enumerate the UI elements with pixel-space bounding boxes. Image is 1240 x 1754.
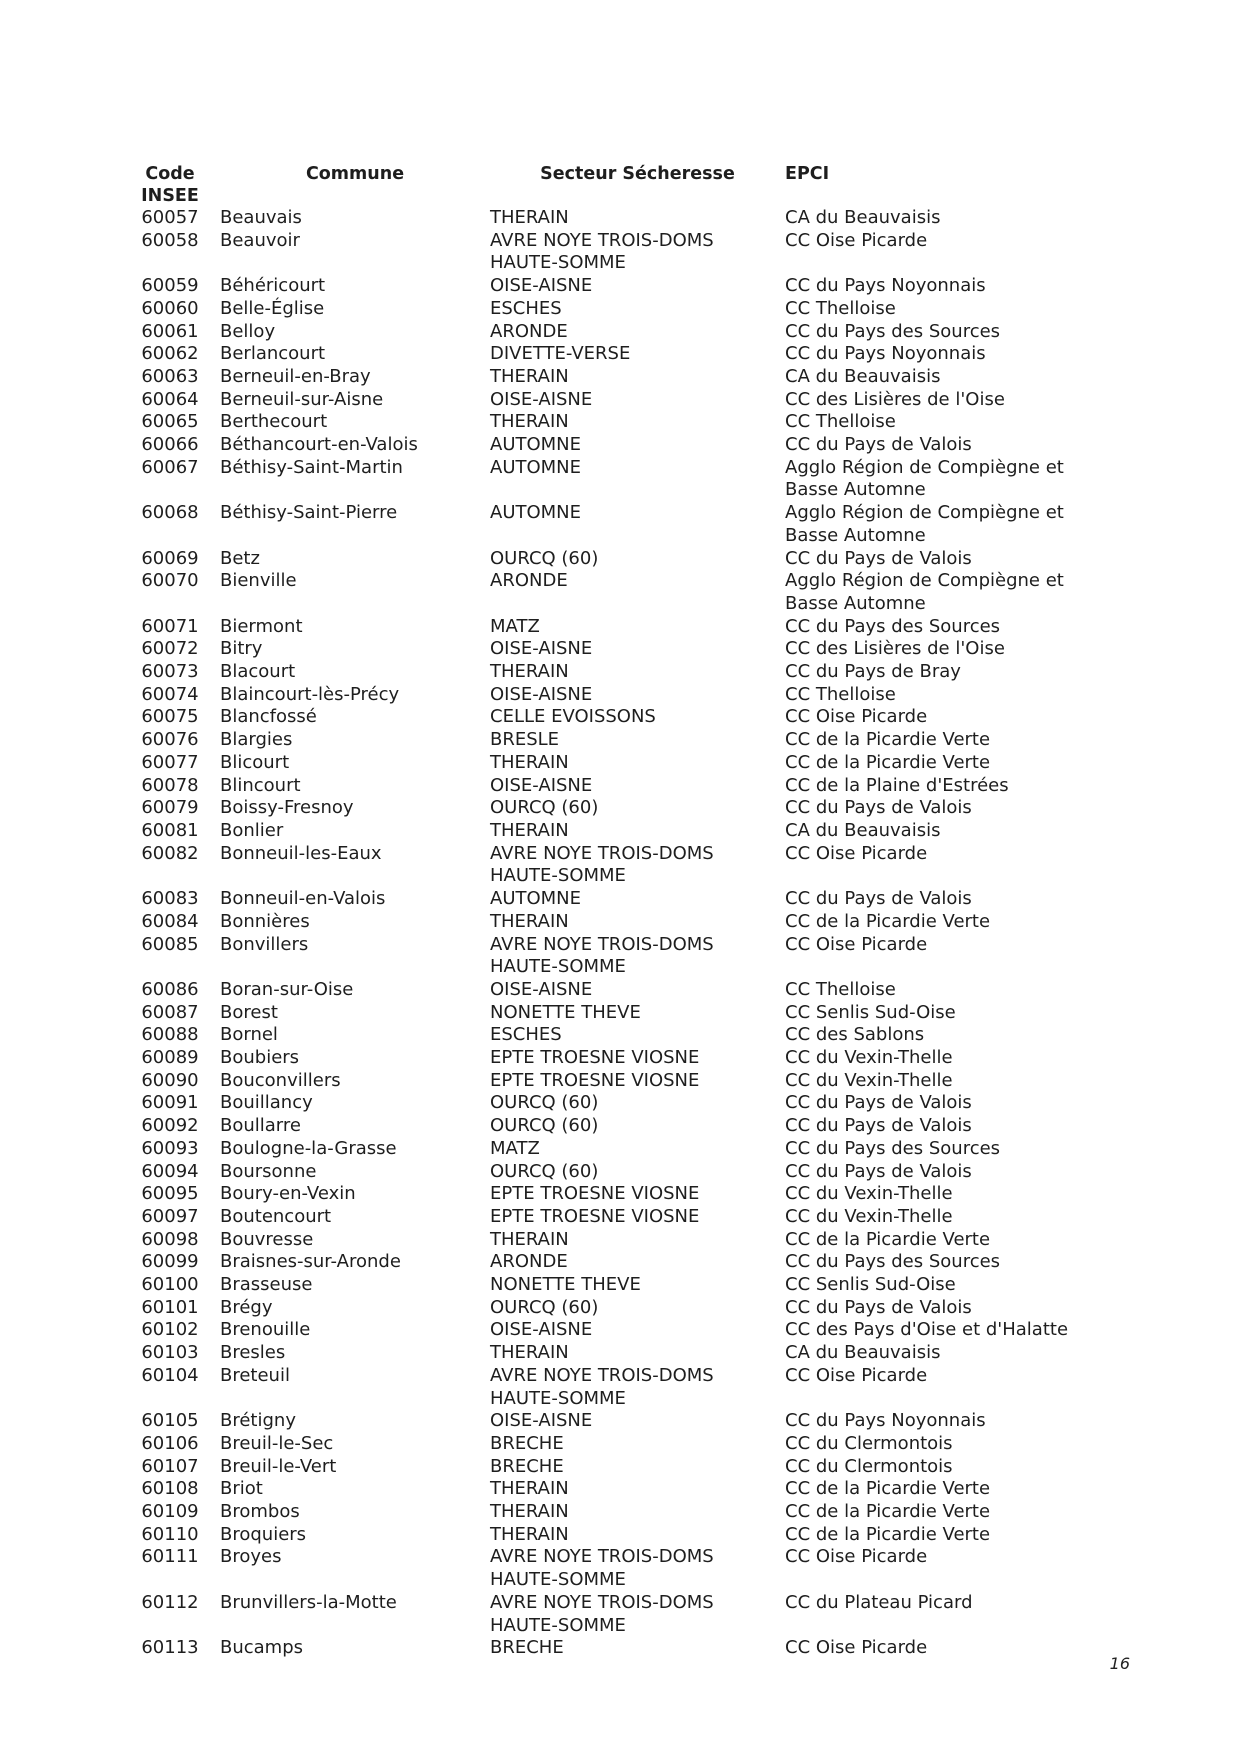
commune-cell: Boulogne-la-Grasse	[220, 1137, 397, 1159]
table-row	[120, 752, 1120, 775]
secteur-cell: OISE-AISNE	[490, 1319, 593, 1341]
header-commune: Commune	[305, 164, 405, 184]
commune-cell: Breteuil	[220, 1364, 290, 1386]
commune-cell: Blancfossé	[220, 706, 317, 728]
secteur-cell: THERAIN	[490, 365, 569, 387]
code-cell: 60103	[141, 1342, 199, 1364]
table-row	[120, 1024, 1120, 1047]
commune-cell: Biermont	[220, 615, 303, 637]
commune-cell: Bonvillers	[220, 933, 309, 955]
table-row	[120, 434, 1120, 457]
epci-cell: CC Senlis Sud-Oise	[785, 1001, 956, 1023]
secteur-cell: THERAIN	[490, 207, 569, 228]
commune-cell: Berthecourt	[220, 411, 328, 433]
commune-cell: Blargies	[220, 729, 293, 751]
table-row	[120, 775, 1120, 798]
code-cell: 60093	[141, 1137, 199, 1159]
header-row	[120, 163, 1120, 207]
table-row	[120, 1297, 1120, 1320]
header-secteur-secheresse: Secteur Sécheresse	[540, 164, 735, 184]
table-row	[120, 411, 1120, 434]
epci-cell: CC du Pays de Valois	[785, 1296, 972, 1318]
secteur-cell: THERAIN	[490, 1342, 569, 1364]
secteur-cell: OISE-AISNE	[490, 1410, 593, 1432]
epci-cell: CC Thelloise	[785, 978, 896, 1000]
table-row	[120, 1274, 1120, 1297]
commune-cell: Beauvais	[220, 207, 302, 228]
code-cell: 60082	[141, 842, 199, 864]
table-row	[120, 1047, 1120, 1070]
code-cell: 60113	[141, 1637, 199, 1659]
code-cell: 60069	[141, 547, 199, 569]
secteur-cell: OURCQ (60)	[490, 1092, 599, 1114]
code-cell: 60106	[141, 1432, 199, 1454]
code-cell: 60107	[141, 1455, 199, 1477]
code-cell: 60104	[141, 1364, 199, 1386]
commune-cell: Boury-en-Vexin	[220, 1183, 356, 1205]
table-row	[120, 1319, 1120, 1342]
commune-cell: Blincourt	[220, 774, 301, 796]
code-cell: 60060	[141, 297, 199, 319]
secteur-cell: OURCQ (60)	[490, 1115, 599, 1137]
table-row	[120, 321, 1120, 344]
commune-cell: Boullarre	[220, 1115, 301, 1137]
epci-cell: CA du Beauvaisis	[785, 1342, 941, 1364]
commune-cell: Béthisy-Saint-Martin	[220, 456, 403, 478]
commune-cell: Béthancourt-en-Valois	[220, 434, 418, 456]
secteur-cell: THERAIN	[490, 1228, 569, 1250]
table-row	[120, 1501, 1120, 1524]
epci-cell: CC de la Picardie Verte	[785, 751, 991, 773]
secteur-cell: MATZ	[490, 1137, 540, 1159]
secteur-cell: THERAIN	[490, 910, 569, 932]
table-row	[120, 706, 1120, 729]
table-row	[120, 1433, 1120, 1456]
code-cell: 60094	[141, 1160, 199, 1182]
code-cell: 60099	[141, 1251, 199, 1273]
secteur-cell: OURCQ (60)	[490, 547, 599, 569]
table-row	[120, 457, 1120, 502]
epci-cell: CA du Beauvaisis	[785, 819, 941, 841]
epci-cell: CC de la Picardie Verte	[785, 1501, 991, 1523]
code-cell: 60065	[141, 411, 199, 433]
table-row	[120, 1637, 1120, 1660]
code-cell: 60074	[141, 683, 199, 705]
commune-cell: Boran-sur-Oise	[220, 978, 354, 1000]
table-row	[120, 843, 1120, 888]
secteur-cell: AUTOMNE	[490, 888, 582, 910]
table-row	[120, 207, 1120, 230]
code-cell: 60084	[141, 910, 199, 932]
secteur-cell: ARONDE	[490, 320, 568, 342]
epci-cell: CC du Pays Noyonnais	[785, 343, 986, 365]
table-row	[120, 1342, 1120, 1365]
secteur-cell: EPTE TROESNE VIOSNE	[490, 1047, 700, 1069]
commune-cell: Brétigny	[220, 1410, 296, 1432]
secteur-cell: AUTOMNE	[490, 502, 582, 524]
commune-cell: Beauvoir	[220, 229, 300, 251]
commune-cell: Boursonne	[220, 1160, 317, 1182]
secteur-cell: MATZ	[490, 615, 540, 637]
epci-cell: CA du Beauvaisis	[785, 207, 941, 228]
commune-cell: Betz	[220, 547, 260, 569]
secteur-cell: EPTE TROESNE VIOSNE	[490, 1205, 700, 1227]
code-cell: 60101	[141, 1296, 199, 1318]
epci-cell: CC du Pays des Sources	[785, 1251, 1001, 1273]
code-cell: 60081	[141, 819, 199, 841]
epci-cell: CC du Pays des Sources	[785, 1137, 1001, 1159]
secteur-cell: DIVETTE-VERSE	[490, 343, 631, 365]
epci-cell: CC Thelloise	[785, 297, 896, 319]
epci-cell: CC des Pays d'Oise et d'Halatte	[785, 1319, 1069, 1341]
secteur-cell: ESCHES	[490, 1024, 562, 1046]
code-cell: 60109	[141, 1501, 199, 1523]
epci-cell: CC du Plateau Picard	[785, 1591, 973, 1613]
commune-cell: Broquiers	[220, 1523, 307, 1545]
page-number: 16	[1109, 1654, 1130, 1673]
header-code-insee: Code INSEE	[141, 164, 199, 206]
table-row	[120, 1365, 1120, 1410]
commune-cell: Bresles	[220, 1342, 286, 1364]
secteur-cell: OISE-AISNE	[490, 683, 593, 705]
code-cell: 60079	[141, 797, 199, 819]
secteur-cell: THERAIN	[490, 1501, 569, 1523]
secteur-cell: ESCHES	[490, 297, 562, 319]
table-row	[120, 979, 1120, 1002]
epci-cell: CC des Sablons	[785, 1024, 925, 1046]
commune-cell: Béhéricourt	[220, 275, 326, 297]
table-row	[120, 1070, 1120, 1093]
epci-cell: CC de la Picardie Verte	[785, 910, 991, 932]
code-cell: 60086	[141, 978, 199, 1000]
epci-cell: CC de la Picardie Verte	[785, 729, 991, 751]
commune-cell: Briot	[220, 1478, 263, 1500]
epci-cell: CC du Pays de Valois	[785, 1092, 972, 1114]
commune-cell: Bornel	[220, 1024, 278, 1046]
epci-cell: CC Oise Picarde	[785, 706, 928, 728]
secteur-cell: EPTE TROESNE VIOSNE	[490, 1069, 700, 1091]
commune-cell: Bonnières	[220, 910, 310, 932]
commune-cell: Berneuil-sur-Aisne	[220, 388, 384, 410]
epci-cell: CC du Vexin-Thelle	[785, 1047, 953, 1069]
secteur-cell: AUTOMNE	[490, 456, 582, 478]
code-cell: 60062	[141, 343, 199, 365]
secteur-cell: EPTE TROESNE VIOSNE	[490, 1183, 700, 1205]
epci-cell: CC du Pays de Valois	[785, 434, 972, 456]
code-cell: 60067	[141, 456, 199, 478]
commune-cell: Brasseuse	[220, 1274, 313, 1296]
epci-cell: CC du Pays de Valois	[785, 1115, 972, 1137]
code-cell: 60087	[141, 1001, 199, 1023]
table-row	[120, 343, 1120, 366]
secteur-cell: CELLE EVOISSONS	[490, 706, 656, 728]
code-cell: 60089	[141, 1047, 199, 1069]
table-row	[120, 888, 1120, 911]
code-cell: 60088	[141, 1024, 199, 1046]
commune-cell: Bouconvillers	[220, 1069, 341, 1091]
code-cell: 60108	[141, 1478, 199, 1500]
commune-cell: Bouvresse	[220, 1228, 314, 1250]
table-row	[120, 661, 1120, 684]
epci-cell: CC Oise Picarde	[785, 933, 928, 955]
commune-cell: Bonneuil-en-Valois	[220, 888, 386, 910]
code-cell: 60110	[141, 1523, 199, 1545]
secteur-cell: AVRE NOYE TROIS-DOMS HAUTE-SOMME	[490, 1364, 714, 1409]
code-cell: 60063	[141, 365, 199, 387]
epci-cell: CC de la Picardie Verte	[785, 1228, 991, 1250]
epci-cell: CC de la Plaine d'Estrées	[785, 774, 1009, 796]
table-row	[120, 1138, 1120, 1161]
secteur-cell: AVRE NOYE TROIS-DOMS HAUTE-SOMME	[490, 933, 714, 978]
table-row	[120, 1002, 1120, 1025]
code-cell: 60092	[141, 1115, 199, 1137]
table-row	[120, 1410, 1120, 1433]
table-row	[120, 1478, 1120, 1501]
table-row	[120, 797, 1120, 820]
epci-cell: Agglo Région de Compiègne et Basse Automne	[785, 502, 1064, 546]
commune-cell: Blicourt	[220, 751, 290, 773]
epci-cell: CC des Lisières de l'Oise	[785, 638, 1005, 660]
secteur-cell: OISE-AISNE	[490, 978, 593, 1000]
table-row	[120, 570, 1120, 615]
commune-cell: Bitry	[220, 638, 263, 660]
table-row	[120, 1115, 1120, 1138]
secteur-cell: ARONDE	[490, 570, 568, 592]
table-row	[120, 1456, 1120, 1479]
table-row	[120, 729, 1120, 752]
table-row	[120, 911, 1120, 934]
table-row	[120, 502, 1120, 547]
code-cell: 60068	[141, 502, 199, 524]
code-cell: 60083	[141, 888, 199, 910]
code-cell: 60100	[141, 1274, 199, 1296]
secteur-cell: THERAIN	[490, 411, 569, 433]
secteur-cell: OURCQ (60)	[490, 1160, 599, 1182]
secteur-cell: OURCQ (60)	[490, 1296, 599, 1318]
secteur-cell: NONETTE THEVE	[490, 1274, 641, 1296]
commune-cell: Braisnes-sur-Aronde	[220, 1251, 401, 1273]
commune-cell: Belle-Église	[220, 297, 325, 319]
commune-cell: Brégy	[220, 1296, 273, 1318]
table-row	[120, 820, 1120, 843]
table-row	[120, 1206, 1120, 1229]
commune-cell: Boutencourt	[220, 1205, 332, 1227]
code-cell: 60097	[141, 1205, 199, 1227]
commune-cell: Bucamps	[220, 1637, 304, 1659]
commune-cell: Brunvillers-la-Motte	[220, 1591, 397, 1613]
code-cell: 60102	[141, 1319, 199, 1341]
secteur-cell: THERAIN	[490, 661, 569, 683]
commune-cell: Belloy	[220, 320, 276, 342]
commune-cell: Breuil-le-Vert	[220, 1455, 337, 1477]
secteur-cell: AVRE NOYE TROIS-DOMS HAUTE-SOMME	[490, 1546, 714, 1591]
epci-cell: CC du Clermontois	[785, 1455, 953, 1477]
epci-cell: CC Oise Picarde	[785, 229, 928, 251]
code-cell: 60058	[141, 229, 199, 251]
table-row	[120, 1592, 1120, 1637]
table-row	[120, 1229, 1120, 1252]
epci-cell: CC du Pays de Valois	[785, 547, 972, 569]
epci-cell: CC du Vexin-Thelle	[785, 1183, 953, 1205]
secteur-cell: NONETTE THEVE	[490, 1001, 641, 1023]
code-cell: 60078	[141, 774, 199, 796]
commune-cell: Boubiers	[220, 1047, 300, 1069]
code-cell: 60077	[141, 751, 199, 773]
secteur-cell: ARONDE	[490, 1251, 568, 1273]
epci-cell: CC Thelloise	[785, 683, 896, 705]
table-row	[120, 1546, 1120, 1591]
secteur-cell: BRECHE	[490, 1455, 564, 1477]
commune-cell: Boissy-Fresnoy	[220, 797, 354, 819]
communes-table	[120, 163, 1120, 1660]
commune-cell: Berlancourt	[220, 343, 326, 365]
code-cell: 60105	[141, 1410, 199, 1432]
code-cell: 60111	[141, 1546, 199, 1568]
commune-cell: Breuil-le-Sec	[220, 1432, 334, 1454]
secteur-cell: THERAIN	[490, 819, 569, 841]
code-cell: 60070	[141, 570, 199, 592]
code-cell: 60071	[141, 615, 199, 637]
commune-cell: Blaincourt-lès-Précy	[220, 683, 400, 705]
code-cell: 60090	[141, 1069, 199, 1091]
table-row	[120, 1251, 1120, 1274]
table-row	[120, 366, 1120, 389]
code-cell: 60098	[141, 1228, 199, 1250]
code-cell: 60076	[141, 729, 199, 751]
commune-cell: Bonneuil-les-Eaux	[220, 842, 382, 864]
commune-cell: Berneuil-en-Bray	[220, 365, 371, 387]
secteur-cell: THERAIN	[490, 751, 569, 773]
secteur-cell: THERAIN	[490, 1478, 569, 1500]
epci-cell: CC Senlis Sud-Oise	[785, 1274, 956, 1296]
code-cell: 60066	[141, 434, 199, 456]
commune-cell: Brombos	[220, 1501, 300, 1523]
secteur-cell: AVRE NOYE TROIS-DOMS HAUTE-SOMME	[490, 842, 714, 887]
commune-cell: Béthisy-Saint-Pierre	[220, 502, 398, 524]
code-cell: 60064	[141, 388, 199, 410]
secteur-cell: AVRE NOYE TROIS-DOMS HAUTE-SOMME	[490, 229, 714, 274]
epci-cell: CC du Pays Noyonnais	[785, 275, 986, 297]
epci-cell: CC du Pays de Valois	[785, 797, 972, 819]
table-row	[120, 1524, 1120, 1547]
epci-cell: CC du Vexin-Thelle	[785, 1205, 953, 1227]
epci-cell: CC Oise Picarde	[785, 842, 928, 864]
epci-cell: CC du Pays de Bray	[785, 661, 961, 683]
table-row	[120, 1183, 1120, 1206]
table-row	[120, 684, 1120, 707]
code-cell: 60095	[141, 1183, 199, 1205]
secteur-cell: OISE-AISNE	[490, 774, 593, 796]
commune-cell: Blacourt	[220, 661, 296, 683]
epci-cell: CC du Clermontois	[785, 1432, 953, 1454]
epci-cell: CC de la Picardie Verte	[785, 1523, 991, 1545]
commune-cell: Bouillancy	[220, 1092, 313, 1114]
header-epci: EPCI	[785, 164, 830, 184]
code-cell: 60112	[141, 1591, 199, 1613]
epci-cell: CC des Lisières de l'Oise	[785, 388, 1005, 410]
epci-cell: CC du Pays Noyonnais	[785, 1410, 986, 1432]
secteur-cell: BRECHE	[490, 1637, 564, 1659]
table-row	[120, 1092, 1120, 1115]
epci-cell: CC Thelloise	[785, 411, 896, 433]
secteur-cell: AUTOMNE	[490, 434, 582, 456]
table-row	[120, 638, 1120, 661]
table-row	[120, 934, 1120, 979]
table-row	[120, 389, 1120, 412]
epci-cell: CC du Pays des Sources	[785, 615, 1001, 637]
code-cell: 60057	[141, 207, 199, 228]
commune-cell: Broyes	[220, 1546, 282, 1568]
code-cell: 60073	[141, 661, 199, 683]
commune-cell: Bienville	[220, 570, 297, 592]
epci-cell: CC du Pays de Valois	[785, 1160, 972, 1182]
secteur-cell: OISE-AISNE	[490, 388, 593, 410]
table-row	[120, 298, 1120, 321]
epci-cell: CA du Beauvaisis	[785, 365, 941, 387]
commune-cell: Bonlier	[220, 819, 284, 841]
epci-cell: Agglo Région de Compiègne et Basse Automne	[785, 456, 1064, 501]
epci-cell: CC Oise Picarde	[785, 1637, 928, 1659]
epci-cell: Agglo Région de Compiègne et Basse Automne	[785, 570, 1064, 614]
secteur-cell: OURCQ (60)	[490, 797, 599, 819]
epci-cell: CC du Pays de Valois	[785, 888, 972, 910]
secteur-cell: THERAIN	[490, 1523, 569, 1545]
epci-cell: CC du Vexin-Thelle	[785, 1069, 953, 1091]
epci-cell: CC du Pays des Sources	[785, 320, 1001, 342]
epci-cell: CC Oise Picarde	[785, 1364, 928, 1386]
table-row	[120, 230, 1120, 275]
secteur-cell: AVRE NOYE TROIS-DOMS HAUTE-SOMME	[490, 1591, 714, 1636]
table-row	[120, 616, 1120, 639]
code-cell: 60091	[141, 1092, 199, 1114]
code-cell: 60061	[141, 320, 199, 342]
table-header	[120, 163, 1120, 207]
secteur-cell: OISE-AISNE	[490, 275, 593, 297]
secteur-cell: OISE-AISNE	[490, 638, 593, 660]
code-cell: 60085	[141, 933, 199, 955]
secteur-cell: BRECHE	[490, 1432, 564, 1454]
code-cell: 60075	[141, 706, 199, 728]
table-row	[120, 548, 1120, 571]
table-row	[120, 275, 1120, 298]
epci-cell: CC de la Picardie Verte	[785, 1478, 991, 1500]
epci-cell: CC Oise Picarde	[785, 1546, 928, 1568]
code-cell: 60072	[141, 638, 199, 660]
commune-cell: Borest	[220, 1001, 278, 1023]
table-body	[120, 207, 1120, 1660]
code-cell: 60059	[141, 275, 199, 297]
commune-cell: Brenouille	[220, 1319, 311, 1341]
table-row	[120, 1161, 1120, 1184]
secteur-cell: BRESLE	[490, 729, 560, 751]
